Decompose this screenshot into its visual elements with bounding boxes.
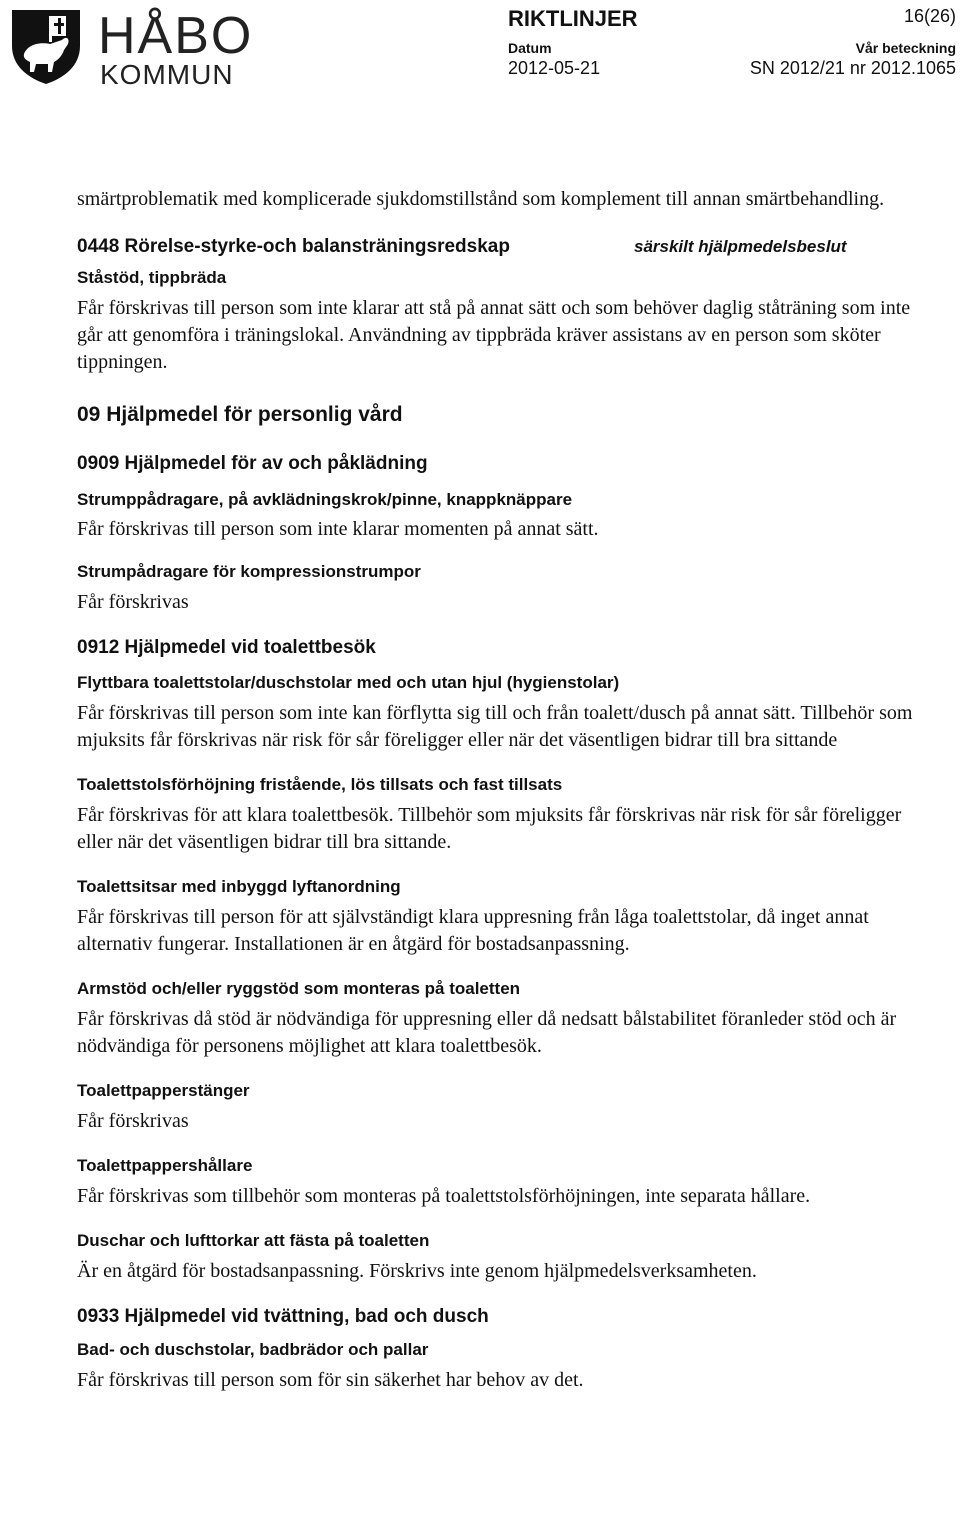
- logo-subtitle: KOMMUN: [100, 59, 234, 90]
- item-heading: Duschar och lufttorkar att fästa på toaletten: [77, 1231, 430, 1250]
- item-text: Får förskrivas för att klara toalettbesök. Tillbehör som mjuksits får förskrivas när risk för sår föreligger eller när det väsentligen bidrar till bra sittande.: [77, 804, 902, 853]
- item-heading: Toalettsitsar med inbyggd lyftanordning: [77, 877, 401, 896]
- item-heading: Flyttbara toalettstolar/duschstolar med och utan hjul (hygienstolar): [77, 673, 620, 692]
- item-text: Får förskrivas då stöd är nödvändiga för uppresning eller då nedsatt bålstabilitet föranleder stöd och är nödvändiga för personens möjlighet att klara toalettbesök.: [77, 1008, 897, 1057]
- item-heading: Toalettstolsförhöjning fristående, lös tillsats och fast tillsats: [77, 775, 563, 794]
- item-text: Får förskrivas: [77, 1110, 189, 1132]
- item-text: Är en åtgärd för bostadsanpassning. Förskrivs inte genom hjälpmedelsverksamheten.: [77, 1260, 757, 1282]
- item-text: Får förskrivas till person som för sin säkerhet har behov av det.: [77, 1369, 584, 1391]
- logo-name: HÅBO: [98, 7, 254, 65]
- item-heading: Toalettpappershållare: [77, 1156, 253, 1175]
- item-heading: Strumppådragare, på avklädningskrok/pinne, knappknäppare: [77, 490, 573, 509]
- section-0448-title: 0448 Rörelse-styrke-och balansträningsredskap: [77, 236, 510, 257]
- reference-label: Vår beteckning: [855, 40, 956, 56]
- item-heading: Armstöd och/eller ryggstöd som monteras på toaletten: [77, 979, 521, 998]
- reference-value: SN 2012/21 nr 2012.1065: [749, 58, 956, 78]
- section-0909-title: 0909 Hjälpmedel för av och påklädning: [77, 453, 428, 474]
- item-text: Får förskrivas till person för att självständigt klara uppresning från låga toalettstolar, då inget annat alternativ fungerar. Installationen är en åtgärd för bostadsanpassning.: [77, 906, 869, 955]
- document-type: RIKTLINJER: [508, 6, 638, 31]
- intro-paragraph: smärtproblematik med komplicerade sjukdomstillstånd som komplement till annan smärtbehandling.: [77, 188, 885, 210]
- item-heading: Toalettpapperstänger: [77, 1081, 250, 1100]
- date-value: 2012-05-21: [508, 58, 601, 78]
- section-09-title: 09 Hjälpmedel för personlig vård: [77, 403, 403, 426]
- item-heading: Bad- och duschstolar, badbrädor och pallar: [77, 1340, 429, 1359]
- coat-of-arms-icon: [6, 6, 86, 86]
- item-heading: Strumpådragare för kompressionstrumpor: [77, 562, 421, 581]
- item-text: Får förskrivas till person som inte klarar att stå på annat sätt och som behöver daglig ståträning som inte går att genomföra i träningslokal. Användning av tippbräda kräver assistans av en person som sköter tippningen.: [77, 297, 911, 373]
- page-number: 16(26): [903, 6, 956, 26]
- item-text: Får förskrivas till person som inte klarar momenten på annat sätt.: [77, 518, 599, 540]
- section-0933-title: 0933 Hjälpmedel vid tvättning, bad och dusch: [77, 1306, 489, 1327]
- section-0912-title: 0912 Hjälpmedel vid toalettbesök: [77, 637, 376, 658]
- item-text: Får förskrivas till person som inte kan förflytta sig till och från toalett/dusch på annat sätt. Tillbehör som mjuksits får förskrivas när risk för sår föreligger eller när det väsentligen bidrar till bra sittande: [77, 702, 913, 751]
- item-text: Får förskrivas: [77, 591, 189, 613]
- item-heading: Ståstöd, tippbräda: [77, 268, 227, 287]
- section-0448-heading-row: [77, 235, 917, 261]
- item-text: Får förskrivas som tillbehör som monteras på toalettstolsförhöjningen, inte separata hållare.: [77, 1185, 811, 1207]
- date-label: Datum: [508, 40, 552, 56]
- page-header: [0, 0, 960, 100]
- decision-note: särskilt hjälpmedelsbeslut: [634, 237, 847, 256]
- municipality-logo: [6, 6, 254, 90]
- document-body: [77, 186, 917, 1394]
